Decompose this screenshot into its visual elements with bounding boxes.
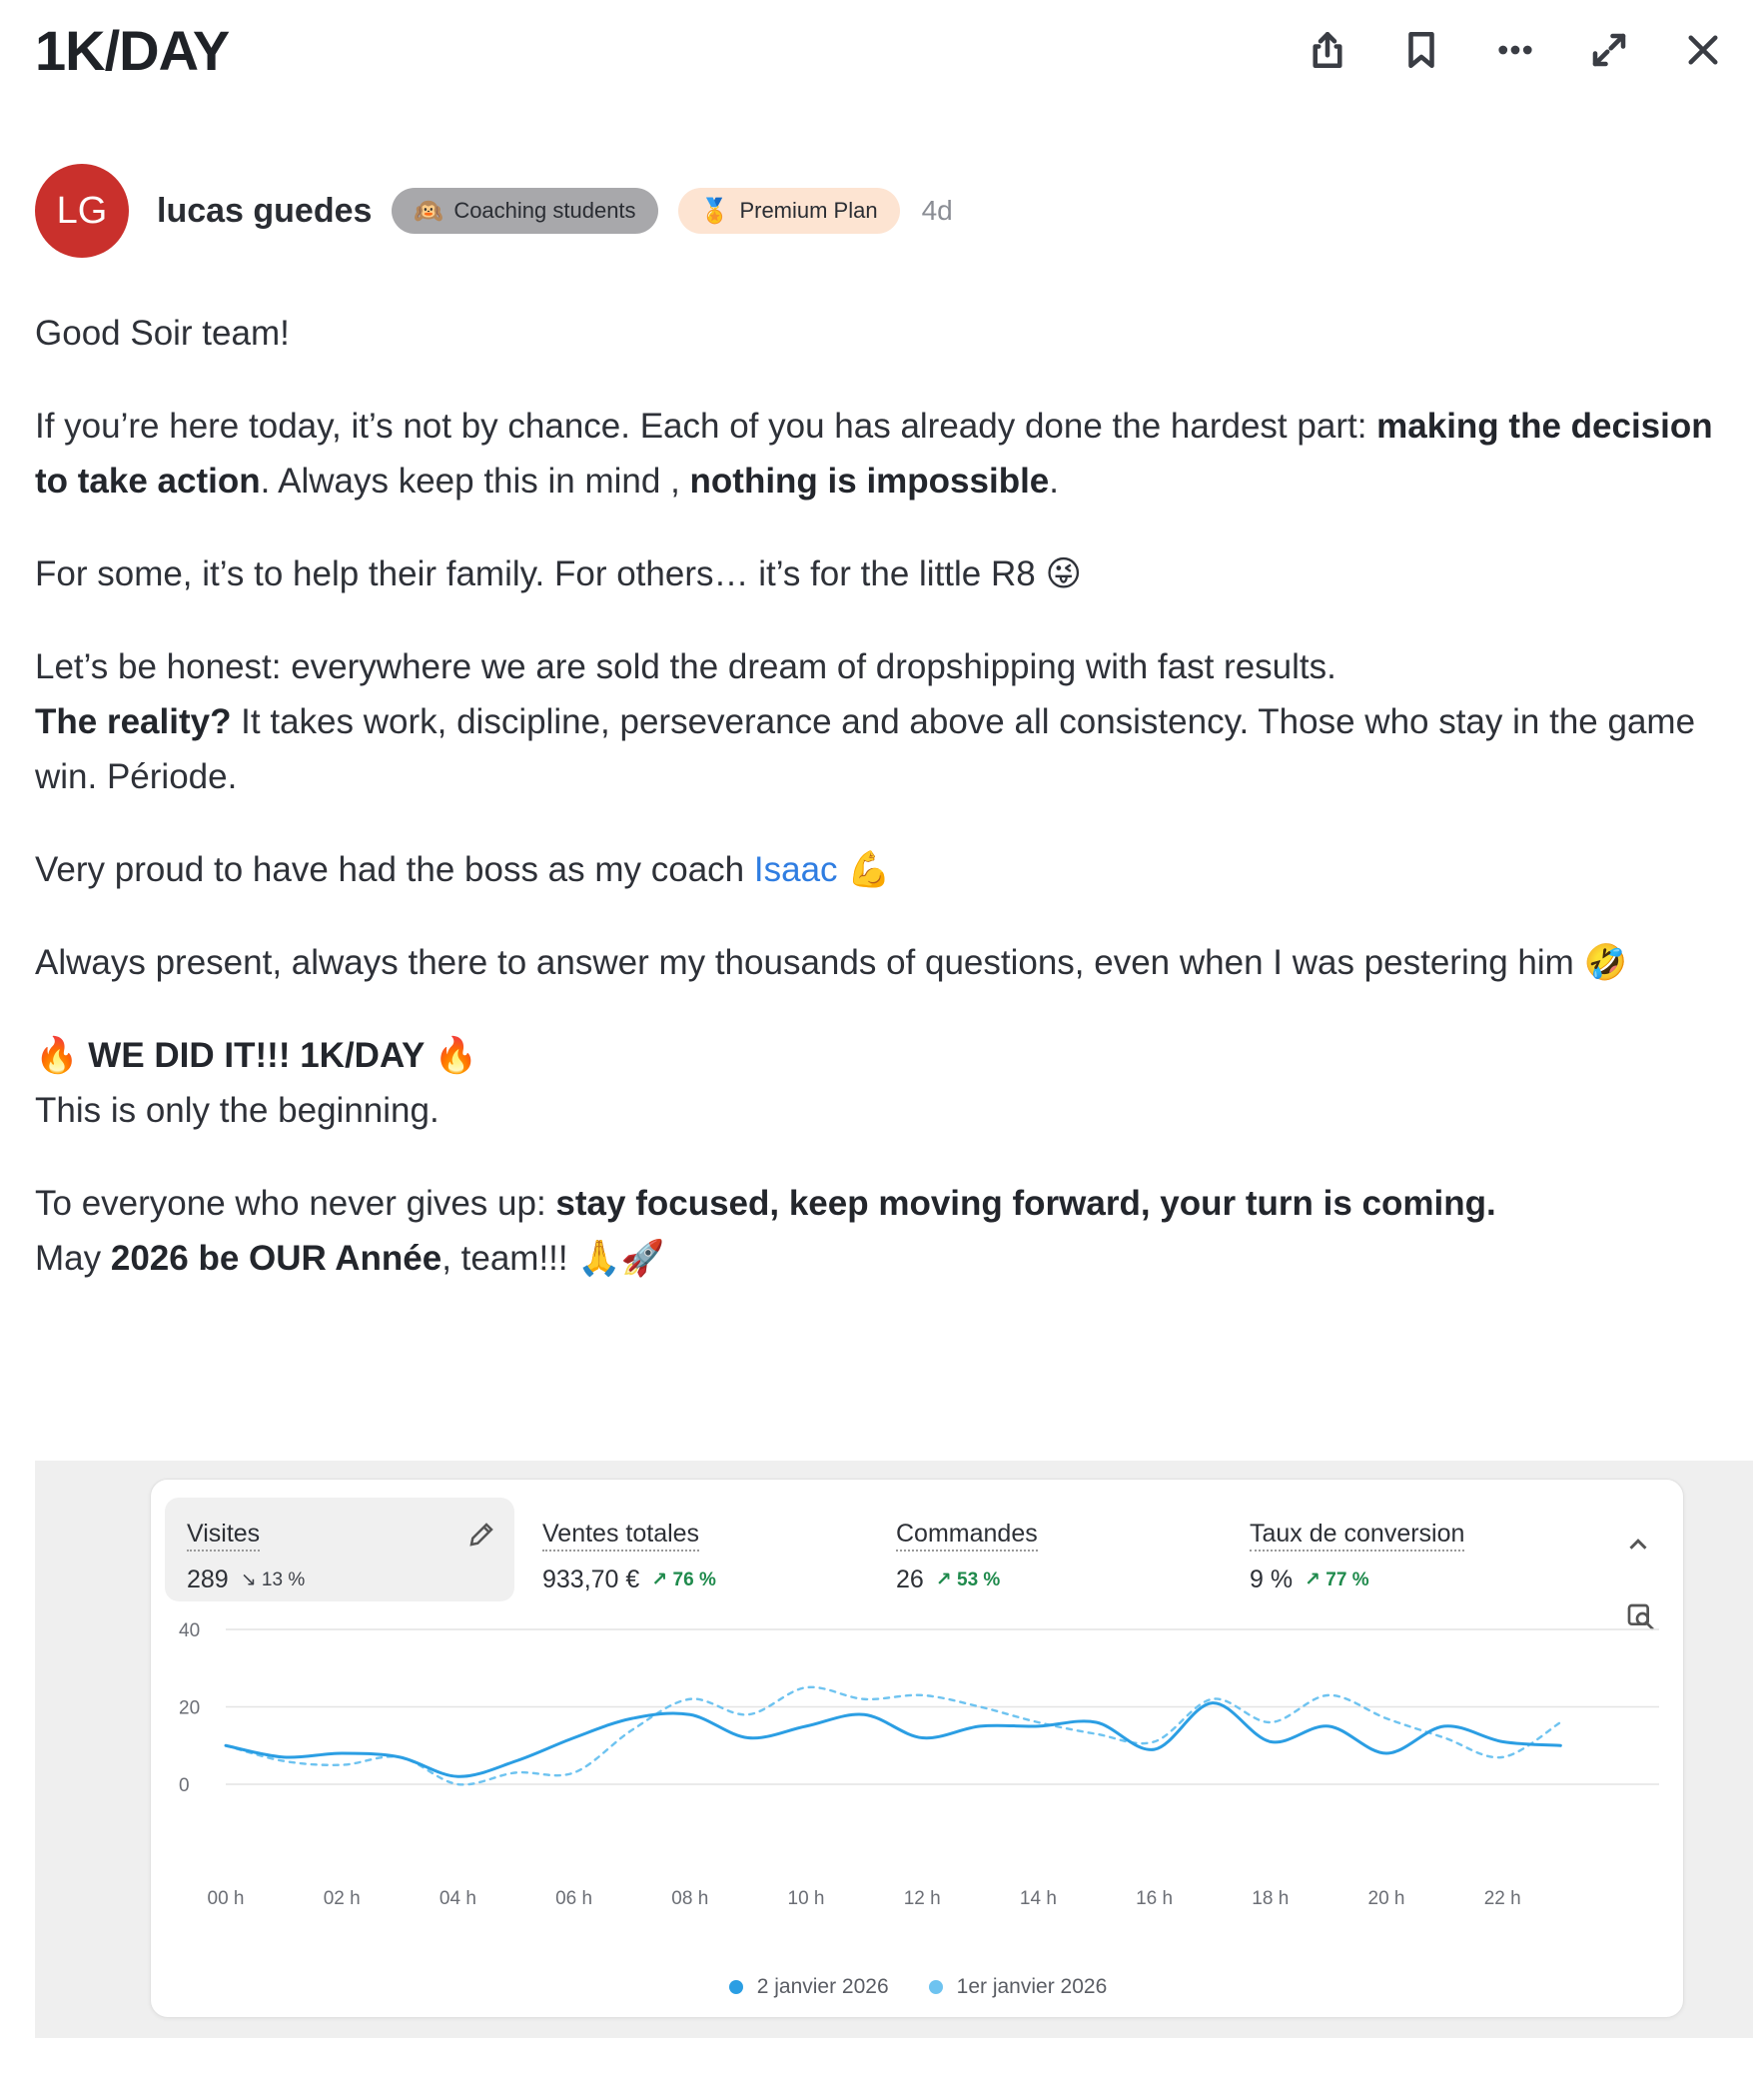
badge-premium-plan [678, 188, 900, 234]
text: To everyone who never gives up: [35, 1184, 556, 1223]
post-image[interactable] [35, 1461, 1753, 2038]
legend-dot [929, 1980, 943, 1994]
post-title: 1K/DAY [35, 19, 230, 82]
header-actions [1298, 20, 1733, 80]
series-line-previous [226, 1687, 1560, 1785]
text: Very proud to have had the boss as my coach [35, 850, 754, 889]
x-tick-label: 18 h [1252, 1888, 1290, 1909]
share-icon[interactable] [1298, 20, 1357, 80]
kpi-trend: ↘ 13 % [240, 1569, 306, 1590]
monkey-icon: 🙉 [414, 197, 444, 225]
expand-icon[interactable] [1579, 20, 1639, 80]
bold-text: nothing is impossible [689, 462, 1050, 501]
close-icon[interactable] [1673, 20, 1733, 80]
paragraph: For some, it’s to help their family. For others… it’s for the little R8 😜 [35, 554, 1082, 593]
bookmark-icon[interactable] [1391, 20, 1451, 80]
paragraph [35, 1176, 1753, 1286]
post-body [35, 306, 1753, 1324]
text: This is only the beginning. [35, 1091, 440, 1130]
kpi-trend: ↗ 77 % [1305, 1569, 1369, 1590]
paragraph [35, 1028, 1753, 1138]
kpi-label: Ventes totales [542, 1520, 699, 1552]
post-timestamp: 4d [921, 195, 953, 226]
legend-label: 1er janvier 2026 [956, 1975, 1108, 1998]
text: 💪 [837, 850, 891, 889]
paragraph [35, 399, 1753, 509]
x-tick-label: 02 h [323, 1888, 361, 1909]
legend-label: 2 janvier 2026 [756, 1975, 889, 1998]
kpi-trend: ↗ 53 % [935, 1569, 1001, 1590]
x-tick-label: 14 h [1019, 1888, 1057, 1909]
medal-icon: 🏅 [699, 197, 730, 225]
paragraph: Good Soir team! [35, 314, 290, 353]
x-tick-label: 10 h [787, 1888, 825, 1909]
kpi-value: 933,70 € [542, 1565, 640, 1593]
y-tick-label: 0 [179, 1775, 190, 1796]
author-name[interactable]: lucas guedes [157, 191, 373, 230]
text: If you’re here today, it’s not by chance. Each of you has already done the hardest part: [35, 407, 1377, 446]
text: Let’s be honest: everywhere we are sold the dream of dropshipping with fast results. [35, 647, 1336, 686]
chart-legend [151, 1975, 1685, 1999]
more-icon[interactable] [1485, 20, 1545, 80]
avatar[interactable]: LG [35, 164, 129, 258]
author-row [35, 164, 953, 258]
line-chart [151, 1480, 1685, 2019]
kpi-value: 26 [896, 1565, 924, 1593]
text: . Always keep this in mind , [260, 462, 690, 501]
x-tick-label: 16 h [1136, 1888, 1174, 1909]
legend-item[interactable] [729, 1975, 889, 1999]
badge-label: Premium Plan [739, 198, 878, 223]
kpi-value: 9 % [1250, 1565, 1294, 1593]
paragraph [35, 842, 1753, 897]
bold-text: 2026 be OUR Année [110, 1239, 442, 1278]
text: , team!!! 🙏🚀 [441, 1239, 665, 1278]
x-tick-label: 20 h [1367, 1888, 1405, 1909]
text: . [1049, 462, 1060, 501]
analytics-card [150, 1479, 1684, 2018]
badge-coaching-students [392, 188, 657, 234]
bold-text: making the decision to take action [35, 407, 1713, 501]
post-header [35, 12, 1733, 92]
legend-dot [729, 1980, 743, 1994]
paragraph [35, 639, 1753, 804]
x-tick-label: 06 h [555, 1888, 593, 1909]
bold-text: 🔥 WE DID IT!!! 1K/DAY 🔥 [35, 1036, 478, 1075]
badge-label: Coaching students [453, 198, 636, 223]
kpi-value: 289 [187, 1565, 229, 1593]
y-tick-label: 20 [179, 1697, 201, 1719]
kpi-label: Visites [187, 1520, 260, 1552]
mention-link[interactable]: Isaac [753, 850, 838, 889]
paragraph: Always present, always there to answer my thousands of questions, even when I was pestering him 🤣 [35, 943, 1628, 982]
series-line-current [226, 1703, 1560, 1777]
legend-item[interactable] [929, 1975, 1108, 1999]
text: May [35, 1239, 111, 1278]
kpi-label: Commandes [896, 1520, 1038, 1552]
x-tick-label: 12 h [903, 1888, 941, 1909]
kpi-label: Taux de conversion [1250, 1520, 1464, 1552]
text: It takes work, discipline, perseverance and above all consistency. Those who stay in the game win. Période. [35, 702, 1696, 796]
bold-text: The reality? [35, 702, 232, 741]
bold-text: stay focused, keep moving forward, your turn is coming. [555, 1184, 1496, 1223]
x-tick-label: 08 h [671, 1888, 709, 1909]
x-tick-label: 22 h [1483, 1888, 1521, 1909]
kpi-trend: ↗ 76 % [651, 1569, 716, 1590]
x-tick-label: 00 h [207, 1888, 245, 1909]
y-tick-label: 40 [179, 1620, 201, 1641]
x-tick-label: 04 h [439, 1888, 476, 1909]
